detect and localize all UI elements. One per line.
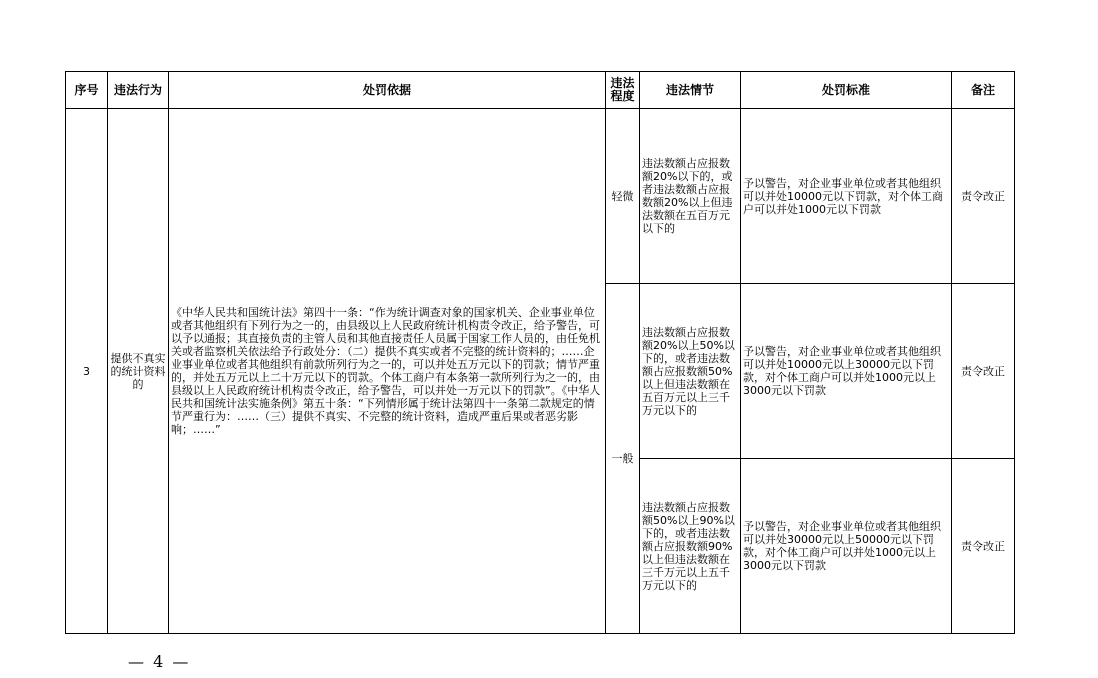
penalty-table [65,71,1015,634]
row-basis: 《中华人民共和国统计法》第四十一条：“作为统计调查对象的国家机关、企业事业单位或者其他组织有下列行为之一的，由县级以上人民政府统计机构责令改正，给予警告，可以予以通报；其直接负责的主管人员和其他直接责任人员属于国家工作人员的，由任免机关或者监察机关依法给予行政处分：（二）提供不真实或者不完整的统计资料的；……企业事业单位或者其他组织有前款所列行为之一的，可以并处五万元以下的罚款；情节严重的，并处五万元以上二十万元以下的罚款。个体工商户有本条第一款所列行为之一的，由县级以上人民政府统计机构责令改正，给予警告，可以并处一万元以下的罚款”。《中华人民共和国统计法实施条例》第五十条：“下列情形属于统计法第四十一条第二款规定的情节严重行为：……（三）提供不真实、不完整的统计资料，造成严重后果或者恶劣影响；……” [169,109,606,634]
standard-general-1: 予以警告，对企业事业单位或者其他组织可以并处10000元以上30000元以下罚款，对个体工商户可以并处1000元以上3000元以下罚款 [741,284,952,459]
header-degree: 违法程度 [606,72,640,109]
remark-minor: 责令改正 [952,109,1015,284]
header-remark: 备注 [952,72,1015,109]
header-circumstance: 违法情节 [640,72,741,109]
header-no: 序号 [66,72,108,109]
circumstance-minor: 违法数额占应报数额20%以下的，或者违法数额占应报数额20%以上但违法数额在五百万元以下的 [640,109,741,284]
header-basis: 处罚依据 [169,72,606,109]
remark-general-1: 责令改正 [952,284,1015,459]
header-behavior: 违法行为 [108,72,169,109]
standard-general-2: 予以警告，对企业事业单位或者其他组织可以并处30000元以上50000元以下罚款，对个体工商户可以并处1000元以上3000元以下罚款 [741,459,952,634]
row-behavior: 提供不真实的统计资料的 [108,109,169,634]
remark-general-2: 责令改正 [952,459,1015,634]
degree-minor: 轻微 [606,109,640,284]
table-row [66,109,1015,284]
circumstance-general-2: 违法数额占应报数额50%以上90%以下的，或者违法数额占应报数额90%以上但违法数额在三千万元以上五千万元以下的 [640,459,741,634]
circumstance-general-1: 违法数额占应报数额20%以上50%以下的，或者违法数额占应报数额50%以上但违法数额在五百万元以上三千万元以下的 [640,284,741,459]
page-number: — 4 — [128,652,191,671]
header-standard: 处罚标准 [741,72,952,109]
degree-general: 一般 [606,284,640,634]
header-row [66,72,1015,109]
row-no: 3 [66,109,108,634]
standard-minor: 予以警告，对企业事业单位或者其他组织可以并处10000元以下罚款，对个体工商户可以并处1000元以下罚款 [741,109,952,284]
